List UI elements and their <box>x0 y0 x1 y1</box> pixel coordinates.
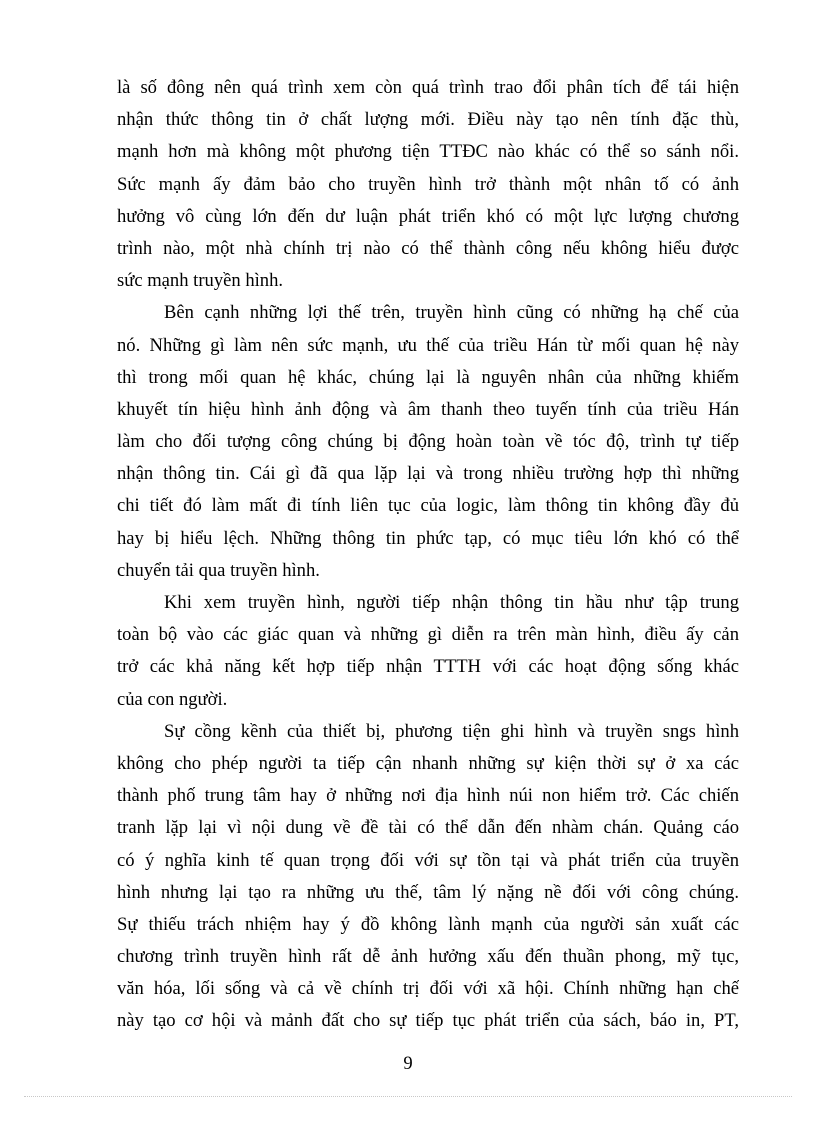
paragraph-4 <box>117 716 739 1038</box>
text-line: sức mạnh truyền hình. <box>117 270 284 292</box>
text-line: Bên cạnh những lợi thế trên, truyền hình cũng có những hạ chế của <box>164 302 739 324</box>
text-line: nó. Những gì làm nên sức mạnh, ưu thế của triều Hán từ mối quan hệ này <box>117 334 739 356</box>
text-line: chuyển tải qua truyền hình. <box>117 559 320 581</box>
text-line: trở các khả năng kết hợp tiếp nhận TTTH với các hoạt động sống khác <box>117 656 739 678</box>
text-line: mạnh hơn mà không một phương tiện TTĐC nào khác có thể so sánh nổi. <box>117 141 739 163</box>
text-line: chương trình truyền hình rất dễ ảnh hưởng xấu đến thuần phong, mỹ tục, <box>117 946 739 968</box>
text-line: hay bị hiểu lệch. Những thông tin phức tạp, có mục tiêu lớn khó có thể <box>117 527 739 549</box>
text-line: không cho phép người ta tiếp cận nhanh những sự kiện thời sự ở xa các <box>117 752 739 774</box>
text-line: hưởng vô cùng lớn đến dư luận phát triển khó có một lực lượng chương <box>117 205 739 227</box>
text-line: toàn bộ vào các giác quan và những gì diễn ra trên màn hình, điều ấy cản <box>117 624 739 646</box>
text-line: của con người. <box>117 688 228 710</box>
text-line: nhận thức thông tin ở chất lượng mới. Điều này tạo nên tính đặc thù, <box>117 109 739 131</box>
paragraph-1 <box>117 72 739 297</box>
text-line: này tạo cơ hội và mảnh đất cho sự tiếp tục phát triển của sách, báo in, PT, <box>117 1010 739 1032</box>
text-line: trình nào, một nhà chính trị nào có thể thành công nếu không hiểu được <box>117 237 739 259</box>
text-line: làm cho đối tượng công chúng bị động hoàn toàn về tóc độ, trình tự tiếp <box>117 431 739 453</box>
text-line: văn hóa, lối sống và cả về chính trị đối với xã hội. Chính những hạn chế <box>117 978 739 1000</box>
paragraph-2 <box>117 297 739 587</box>
footer-divider <box>24 1096 792 1097</box>
text-line: có ý nghĩa kinh tế quan trọng đối với sự tồn tại và phát triển của truyền <box>117 849 739 871</box>
text-line: thì trong mối quan hệ khác, chúng lại là nguyên nhân của những khiếm <box>117 366 739 388</box>
text-line: tranh lặp lại vì nội dung về đề tài có thể dẫn đến nhàm chán. Quảng cáo <box>117 817 739 839</box>
text-line: Sức mạnh ấy đảm bảo cho truyền hình trở thành một nhân tố có ảnh <box>117 173 739 195</box>
text-line: khuyết tín hiệu hình ảnh động và âm thanh theo tuyến tính của triều Hán <box>117 398 739 420</box>
text-line: Sự cồng kềnh của thiết bị, phương tiện ghi hình và truyền sngs hình <box>164 720 739 742</box>
text-line: Khi xem truyền hình, người tiếp nhận thông tin hầu như tập trung <box>164 592 739 613</box>
page-number: 9 <box>403 1053 413 1074</box>
text-line: nhận thông tin. Cái gì đã qua lặp lại và trong nhiều trường hợp thì những <box>117 463 739 485</box>
text-line: Sự thiếu trách nhiệm hay ý đồ không lành mạnh của người sản xuất các <box>117 913 739 935</box>
document-body <box>117 72 739 1038</box>
text-line: hình nhưng lại tạo ra những ưu thế, tâm lý nặng nề đối với công chúng. <box>117 881 739 903</box>
text-line: thành phố trung tâm hay ở những nơi địa hình núi non hiểm trở. Các chiến <box>117 785 739 807</box>
text-line: là số đông nên quá trình xem còn quá trình trao đổi phân tích để tái hiện <box>117 77 739 98</box>
text-line: chi tiết đó làm mất đi tính liên tục của logic, làm thông tin không đầy đủ <box>117 495 739 517</box>
paragraph-3 <box>117 587 739 716</box>
